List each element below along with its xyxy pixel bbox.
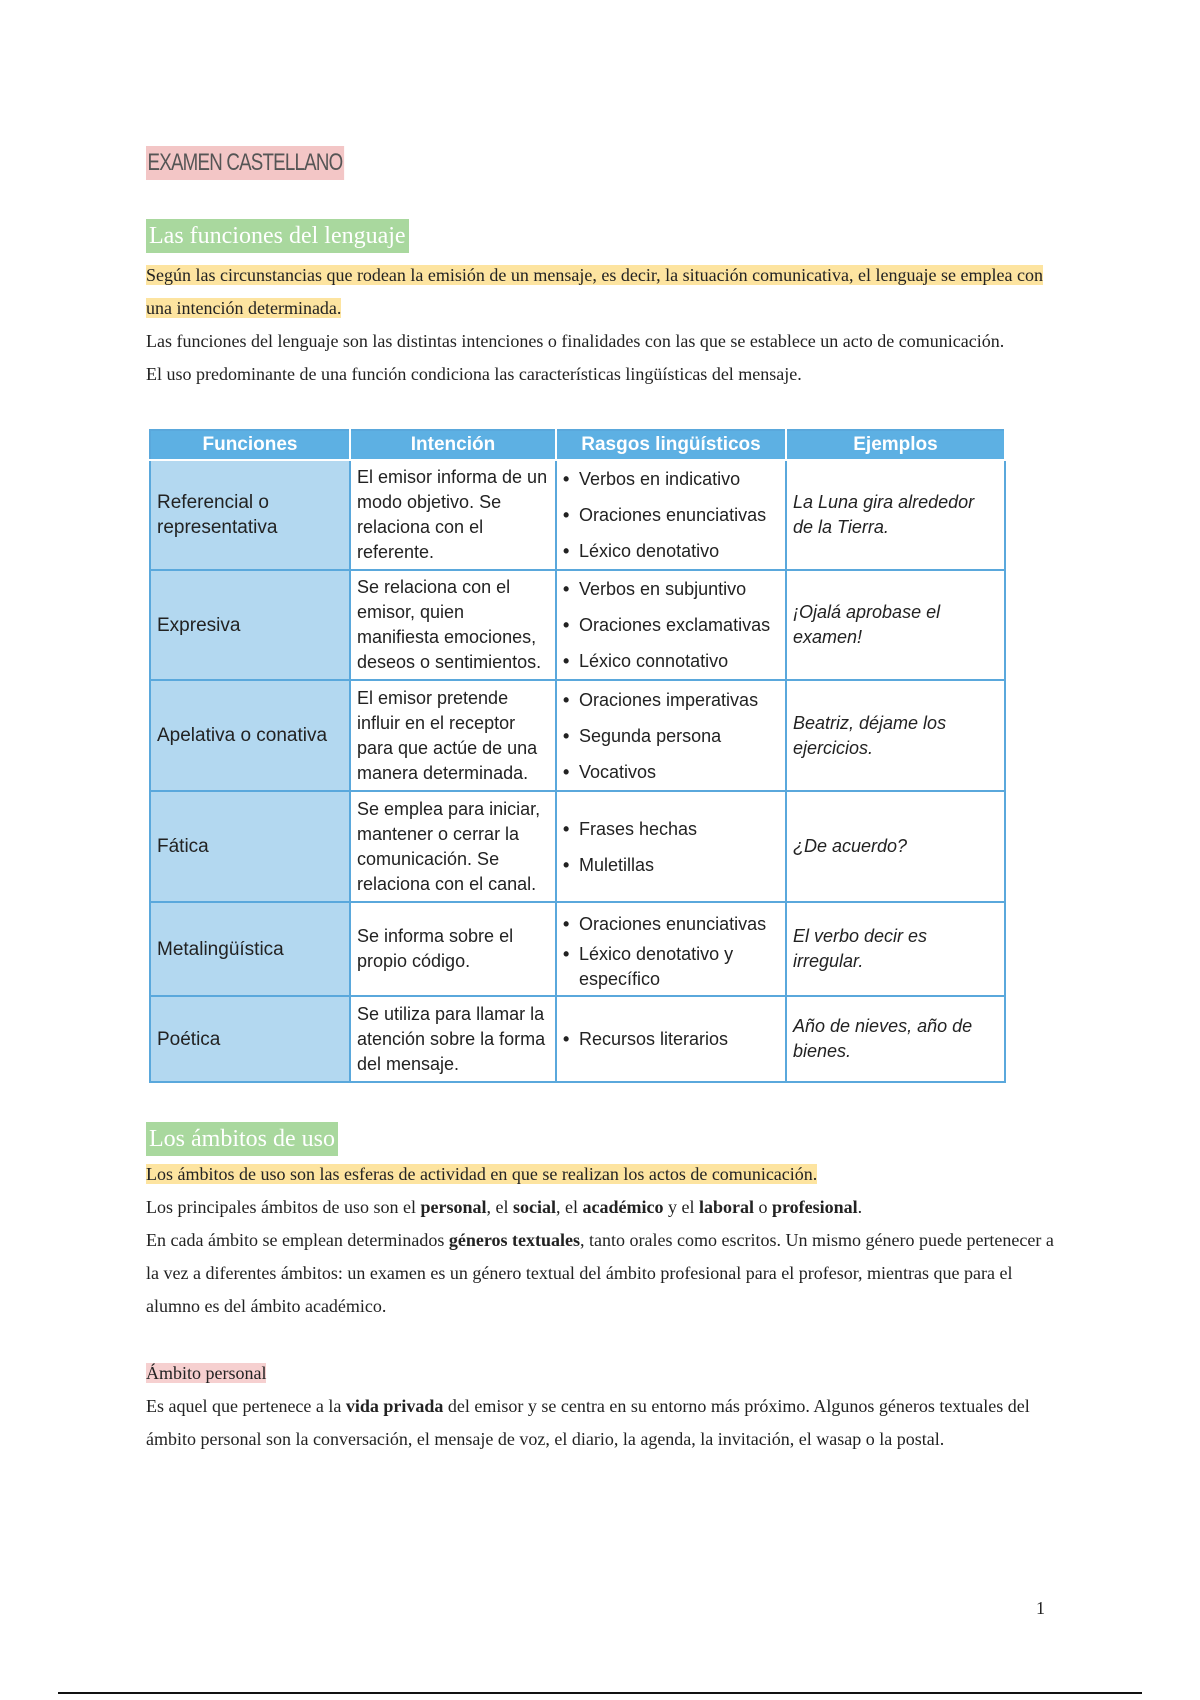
linguistic-features: [556, 791, 786, 902]
header-ejemplos: Ejemplos: [786, 430, 1005, 460]
section-title-ambito-personal: Ámbito personal: [146, 1363, 267, 1383]
function-example: ¿De acuerdo?: [786, 791, 1005, 902]
feature-item: • Oraciones exclamativas: [563, 607, 779, 643]
function-intention: El emisor pretende influir en el receptor para que actúe de una manera determinada.: [350, 680, 556, 791]
function-intention: El emisor informa de un modo objetivo. Se relaciona con el referente.: [350, 460, 556, 570]
feature-item: • Léxico connotativo: [563, 643, 779, 679]
section-title-ambitos: Los ámbitos de uso: [146, 1122, 338, 1156]
ambito-personal-section: [146, 1357, 1066, 1456]
function-example: El verbo decir es irregular.: [786, 902, 1005, 996]
feature-item: • Recursos literarios: [563, 1021, 779, 1057]
header-intencion: Intención: [350, 430, 556, 460]
usage-paragraph: El uso predominante de una función condiciona las características lingüísticas del mensaje.: [146, 364, 802, 384]
generos-paragraph: En cada ámbito se emplean determinados géneros textuales, tanto orales como escritos. Un mismo género puede pertenecer a la vez a diferentes ámbitos: un examen es un género textual del ámbito profesional para el profesor, mientras que para el alumno es del ámbito académico.: [146, 1230, 1054, 1316]
function-intention: Se informa sobre el propio código.: [350, 902, 556, 996]
intro-paragraph: [146, 259, 1066, 391]
table-row: [150, 996, 1005, 1082]
feature-item: • Léxico denotativo: [563, 533, 779, 569]
feature-item: • Muletillas: [563, 847, 779, 883]
feature-item: • Verbos en indicativo: [563, 461, 779, 497]
table-row: [150, 791, 1005, 902]
highlighted-definition: Según las circunstancias que rodean la emisión de un mensaje, es decir, la situación comunicativa, el lenguaje se emplea con una intención determinada.: [146, 265, 1043, 318]
feature-item: • Verbos en subjuntivo: [563, 571, 779, 607]
function-example: Año de nieves, año de bienes.: [786, 996, 1005, 1082]
functions-table: [149, 429, 1006, 1083]
function-intention: Se relaciona con el emisor, quien manifiesta emociones, deseos o sentimientos.: [350, 570, 556, 680]
linguistic-features: [556, 902, 786, 996]
table-row: [150, 460, 1005, 570]
feature-item: • Segunda persona: [563, 718, 779, 754]
linguistic-features: [556, 460, 786, 570]
feature-item: • Oraciones enunciativas: [563, 906, 779, 942]
function-name: Expresiva: [150, 570, 350, 680]
ambitos-paragraphs: [146, 1158, 1066, 1323]
linguistic-features: [556, 996, 786, 1082]
linguistic-features: [556, 680, 786, 791]
header-rasgos: Rasgos lingüísticos: [556, 430, 786, 460]
page-number: 1: [1036, 1598, 1045, 1618]
function-example: Beatriz, déjame los ejercicios.: [786, 680, 1005, 791]
function-intention: Se utiliza para llamar la atención sobre la forma del mensaje.: [350, 996, 556, 1082]
linguistic-features: [556, 570, 786, 680]
section-title-funciones: Las funciones del lenguaje: [146, 219, 409, 253]
exam-title: EXAMEN CASTELLANO: [146, 146, 344, 180]
function-example: ¡Ojalá aprobase el examen!: [786, 570, 1005, 680]
definition-paragraph: Las funciones del lenguaje son las distintas intenciones o finalidades con las que se establece un acto de comunicación.: [146, 331, 1005, 351]
bottom-divider: [58, 1692, 1142, 1694]
header-funciones: Funciones: [150, 430, 350, 460]
ambito-personal-paragraph: Es aquel que pertenece a la vida privada del emisor y se centra en su entorno más próximo. Algunos géneros textuales del ámbito personal son la conversación, el mensaje de voz, el diario, la agenda, la invitación, el wasap o la postal.: [146, 1396, 1030, 1449]
table-row: [150, 570, 1005, 680]
table-row: [150, 902, 1005, 996]
ambitos-list-paragraph: Los principales ámbitos de uso son el personal, el social, el académico y el laboral o profesional.: [146, 1197, 863, 1217]
table-header-row: [150, 430, 1005, 460]
function-name: Referencial o representativa: [150, 460, 350, 570]
feature-item: • Vocativos: [563, 754, 779, 790]
feature-item: • Oraciones enunciativas: [563, 497, 779, 533]
function-name: Poética: [150, 996, 350, 1082]
feature-item: • Oraciones imperativas: [563, 682, 779, 718]
highlighted-ambitos-definition: Los ámbitos de uso son las esferas de actividad en que se realizan los actos de comunicación.: [146, 1164, 818, 1184]
function-intention: Se emplea para iniciar, mantener o cerrar la comunicación. Se relaciona con el canal.: [350, 791, 556, 902]
feature-item: • Frases hechas: [563, 811, 779, 847]
function-name: Fática: [150, 791, 350, 902]
function-name: Metalingüística: [150, 902, 350, 996]
feature-item: • Léxico denotativo y específico: [563, 942, 779, 992]
table-row: [150, 680, 1005, 791]
function-name: Apelativa o conativa: [150, 680, 350, 791]
function-example: La Luna gira alrededor de la Tierra.: [786, 460, 1005, 570]
